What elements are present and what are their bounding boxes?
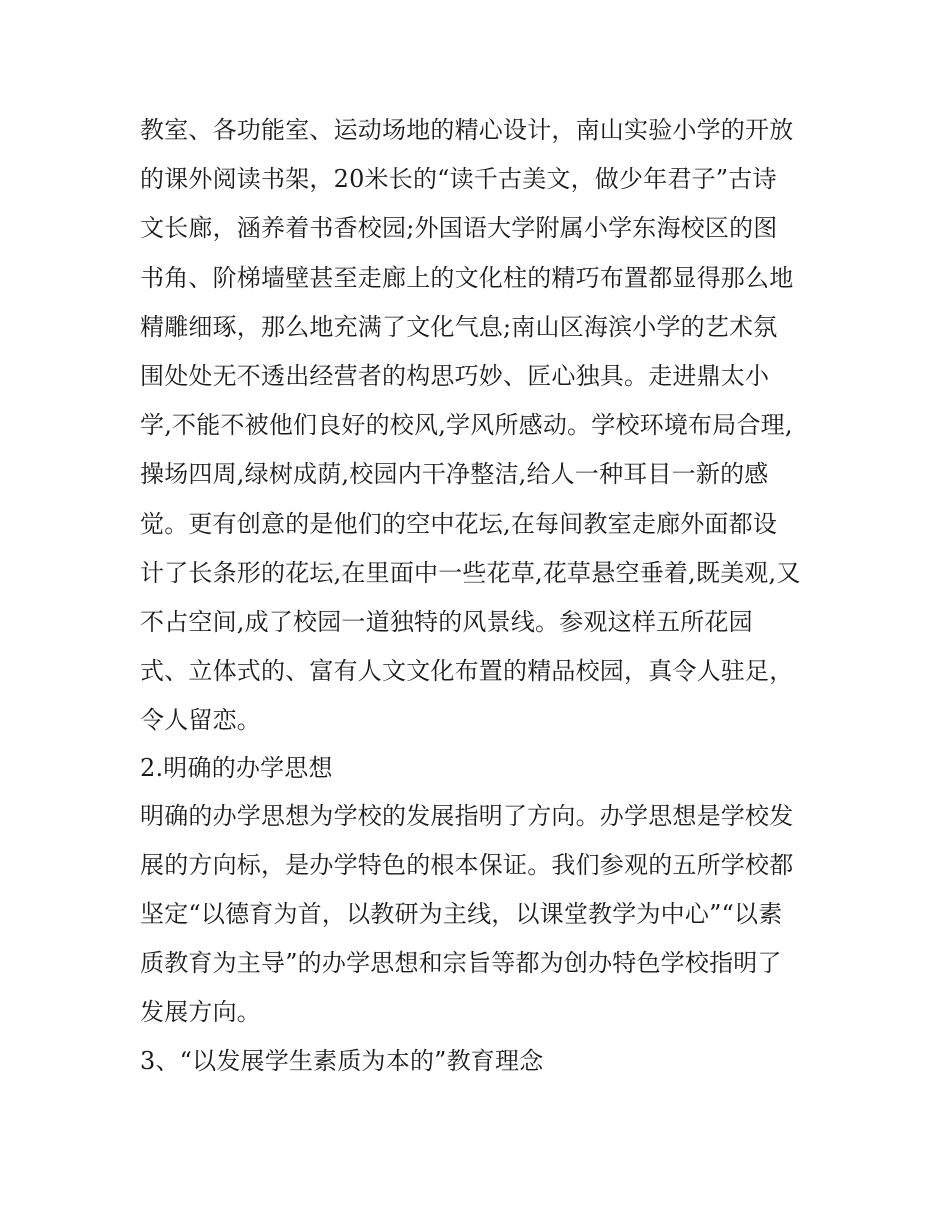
paragraph-line: 式、立体式的、富有人文文化布置的精品校园，真令人驻足，	[140, 657, 794, 685]
section-heading: 3、“以发展学生素质为本的”教育理念	[140, 1047, 544, 1075]
paragraph-line: 不占空间,成了校园一道独特的风景线。参观这样五所花园	[140, 608, 753, 636]
paragraph-line: 展的方向标，是办学特色的根本保证。我们参观的五所学校都	[140, 851, 794, 879]
paragraph-line: 的课外阅读书架，20米长的“读千古美文，做少年君子”古诗	[140, 165, 777, 193]
paragraph-line: 学,不能不被他们良好的校风,学风所感动。学校环境布局合理,	[140, 411, 793, 439]
paragraph-line: 令人留恋。	[140, 706, 261, 734]
paragraph-line: 明确的办学思想为学校的发展指明了方向。办学思想是学校发	[140, 802, 794, 830]
paragraph-line: 觉。更有创意的是他们的空中花坛,在每间教室走廊外面都设	[140, 510, 778, 538]
paragraph-line: 发展方向。	[140, 998, 261, 1026]
paragraph-line: 精雕细琢，那么地充满了文化气息;南山区海滨小学的艺术氛	[140, 313, 778, 341]
paragraph-line: 操场四周,绿树成荫,校园内干净整洁,给人一种耳目一新的感	[140, 460, 769, 488]
paragraph-line: 书角、阶梯墙壁甚至走廊上的文化柱的精巧布置都显得那么地	[140, 264, 794, 292]
paragraph-line: 计了长条形的花坛,在里面中一些花草,花草悬空垂着,既美观,又	[140, 559, 801, 587]
paragraph-line: 文长廊，涵养着书香校园;外国语大学附属小学东海校区的图	[140, 214, 778, 242]
section-heading: 2.明确的办学思想	[140, 754, 333, 782]
paragraph-line: 教室、各功能室、运动场地的精心设计，南山实验小学的开放	[140, 116, 794, 144]
paragraph-line: 坚定“以德育为首，以教研为主线，以课堂教学为中心”“以素	[140, 900, 783, 928]
paragraph-line: 质教育为主导”的办学思想和宗旨等都为创办特色学校指明了	[140, 949, 782, 977]
paragraph-line: 围处处无不透出经营者的构思巧妙、匠心独具。走进鼎太小	[140, 362, 770, 390]
